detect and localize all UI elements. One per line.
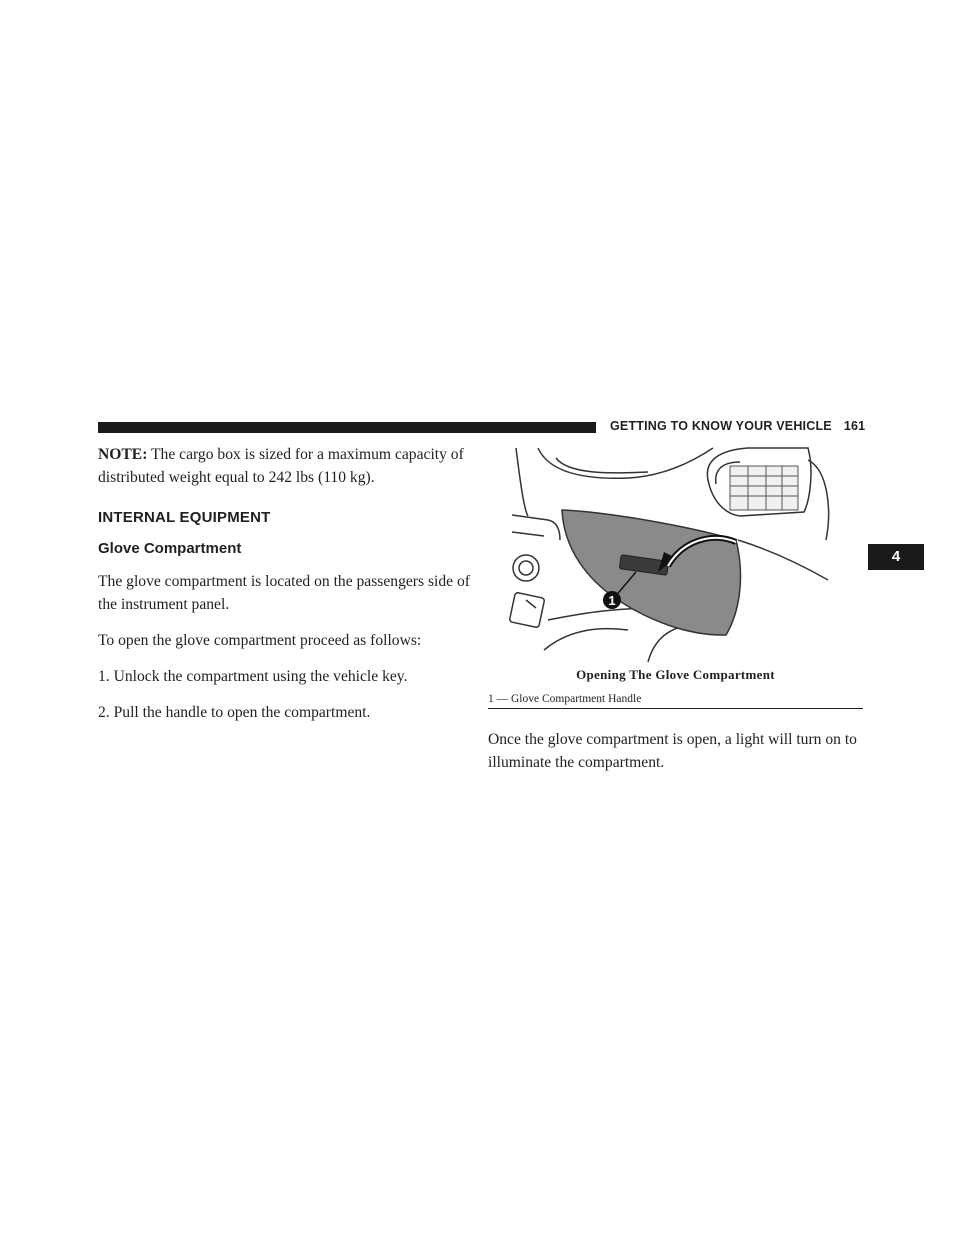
glove-compartment-illustration xyxy=(508,440,833,662)
figure-caption: Opening The Glove Compartment xyxy=(576,667,775,682)
body-paragraph: To open the glove compartment proceed as follows: xyxy=(98,632,422,649)
figure-legend: 1 — Glove Compartment Handle xyxy=(488,693,863,709)
header-rule xyxy=(98,422,596,433)
note-label: NOTE: xyxy=(98,446,148,463)
list-item: 2. Pull the handle to open the compartment. xyxy=(98,704,371,721)
section-heading: INTERNAL EQUIPMENT xyxy=(98,509,271,526)
body-paragraph: The glove compartment is located on the passengers side of the instrument panel. xyxy=(98,573,470,613)
note-paragraph xyxy=(98,443,478,489)
left-column xyxy=(98,443,478,724)
right-column xyxy=(488,728,868,774)
note-text: The cargo box is sized for a maximum capacity of distributed weight equal to 242 lbs (110 kg). xyxy=(98,446,464,486)
header-title: GETTING TO KNOW YOUR VEHICLE xyxy=(610,419,832,433)
subheading: Glove Compartment xyxy=(98,540,242,557)
list-item: 1. Unlock the compartment using the vehicle key. xyxy=(98,668,408,685)
running-header xyxy=(610,419,865,433)
callout-label: 1 xyxy=(608,593,616,608)
chapter-tab[interactable]: 4 xyxy=(868,544,924,570)
page-number: 161 xyxy=(843,419,866,433)
body-paragraph: Once the glove compartment is open, a light will turn on to illuminate the compartment. xyxy=(488,731,857,771)
